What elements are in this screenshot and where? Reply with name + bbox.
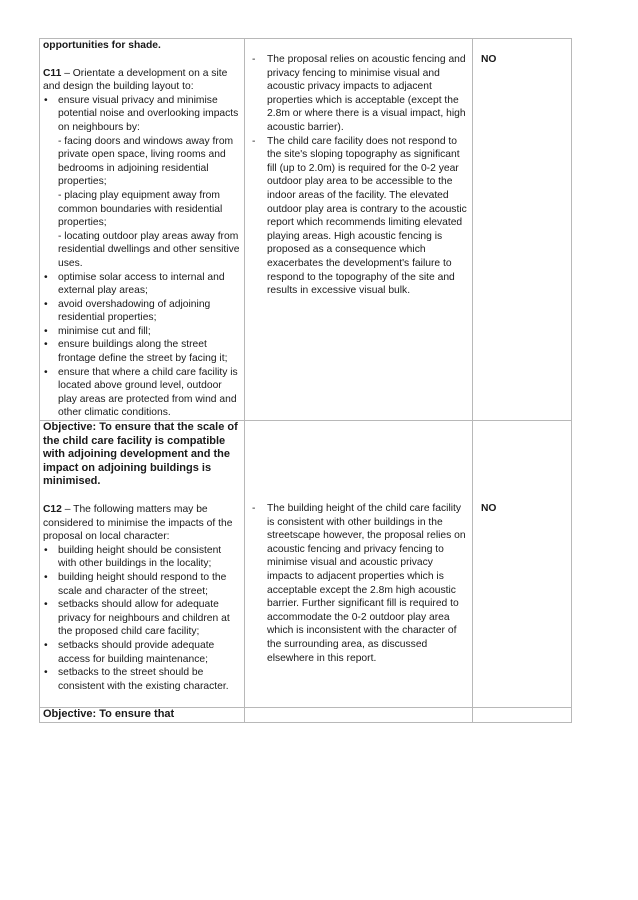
list-item: • building height should be consistent with other buildings in the locality; <box>43 544 241 571</box>
rating-cell <box>473 708 572 723</box>
list-item: • setbacks should provide adequate access for building maintenance; <box>43 639 241 666</box>
list-item: • setbacks should allow for adequate privacy for neighbours and children at the proposed child care facility; <box>43 598 241 639</box>
bullet-text: ensure visual privacy and minimise potential noise and overlooking impacts on neighbours by: <box>58 94 239 133</box>
table-row <box>40 421 572 708</box>
sub-item: - locating outdoor play areas away from residential dwellings and other sensitive uses. <box>58 230 240 269</box>
c11-comment-list <box>248 53 469 298</box>
control-c11-intro <box>43 67 241 94</box>
c12-comment-list <box>248 502 469 665</box>
list-item: • minimise cut and fill; <box>43 325 241 339</box>
control-cell <box>40 39 245 421</box>
table-row <box>40 708 572 723</box>
table-row <box>40 39 572 421</box>
control-intro-text: – The following matters may be considered to minimise the impacts of the proposal on local character: <box>43 504 233 543</box>
comment-cell <box>245 708 473 723</box>
comment-item: - The proposal relies on acoustic fencing and privacy fencing to minimise visual and acoustic privacy impacts to adjacent properties which is acceptable (except the 2.8m or where there is a visual impact, high acoustic barrier). <box>248 53 469 135</box>
sub-item: - placing play equipment away from common boundaries with residential properties; <box>58 189 223 229</box>
comment-item: - The building height of the child care facility is consistent with other buildings in the streetscape however, the proposal relies on acoustic fencing and privacy fencing to minimise visual and acoustic privacy impacts to adjacent properties which is acceptable except the 2.8m high acoustic barrier. Further significant fill is required to accommodate the 0-2 outdoor play area which is inconsistent with the character of the surrounding area, as discussed elsewhere in this report. <box>248 502 469 665</box>
rating-cell <box>473 39 572 421</box>
compliance-rating: NO <box>481 503 497 515</box>
list-item: • avoid overshadowing of adjoining residential properties; <box>43 298 241 325</box>
c11-bullet-list <box>43 94 241 420</box>
control-cell <box>40 708 245 723</box>
list-item: • setbacks to the street should be consistent with the existing character. <box>43 666 241 693</box>
objective-heading: Objective: To ensure that the scale of the child care facility is compatible with adjoining development and the impact on adjoining buildings is minimised. <box>43 421 238 488</box>
objective-heading: Objective: To ensure that <box>43 708 175 721</box>
list-item: • ensure that where a child care facility is located above ground level, outdoor play areas are protected from wind and other climatic conditions. <box>43 366 241 420</box>
comment-cell <box>245 421 473 708</box>
list-item: • ensure buildings along the street frontage define the street by facing it; <box>43 338 241 365</box>
list-item: • building height should respond to the scale and character of the street; <box>43 571 241 598</box>
control-code: C11 <box>43 67 62 79</box>
compliance-rating: NO <box>481 54 497 65</box>
c12-bullet-list <box>43 544 241 694</box>
control-cell <box>40 421 245 708</box>
compliance-table <box>39 38 572 723</box>
sub-item: - facing doors and windows away from private open space, living rooms and bedrooms in adjoining residential properties; <box>58 135 234 188</box>
section-heading: opportunities for shade. <box>43 40 161 51</box>
comment-item: - The child care facility does not respond to the site's sloping topography as significant fill (up to 2.0m) is required for the 0-2 year outdoor play area to be accessible to the indoor areas of the facility. The elevated outdoor play area is contrary to the acoustic report which recommends limiting elevated playing areas. High acoustic fencing is proposed as a consequence which exacerbates the development's failure to respond to the topography of the site and results in excessive visual bulk. <box>248 135 469 298</box>
list-item: • optimise solar access to internal and external play areas; <box>43 271 241 298</box>
rating-cell <box>473 421 572 708</box>
control-c12-intro <box>43 503 241 544</box>
control-code: C12 <box>43 504 62 515</box>
control-intro-text: – Orientate a development on a site and design the building layout to: <box>43 67 228 93</box>
list-item <box>43 94 241 271</box>
comment-cell <box>245 39 473 421</box>
